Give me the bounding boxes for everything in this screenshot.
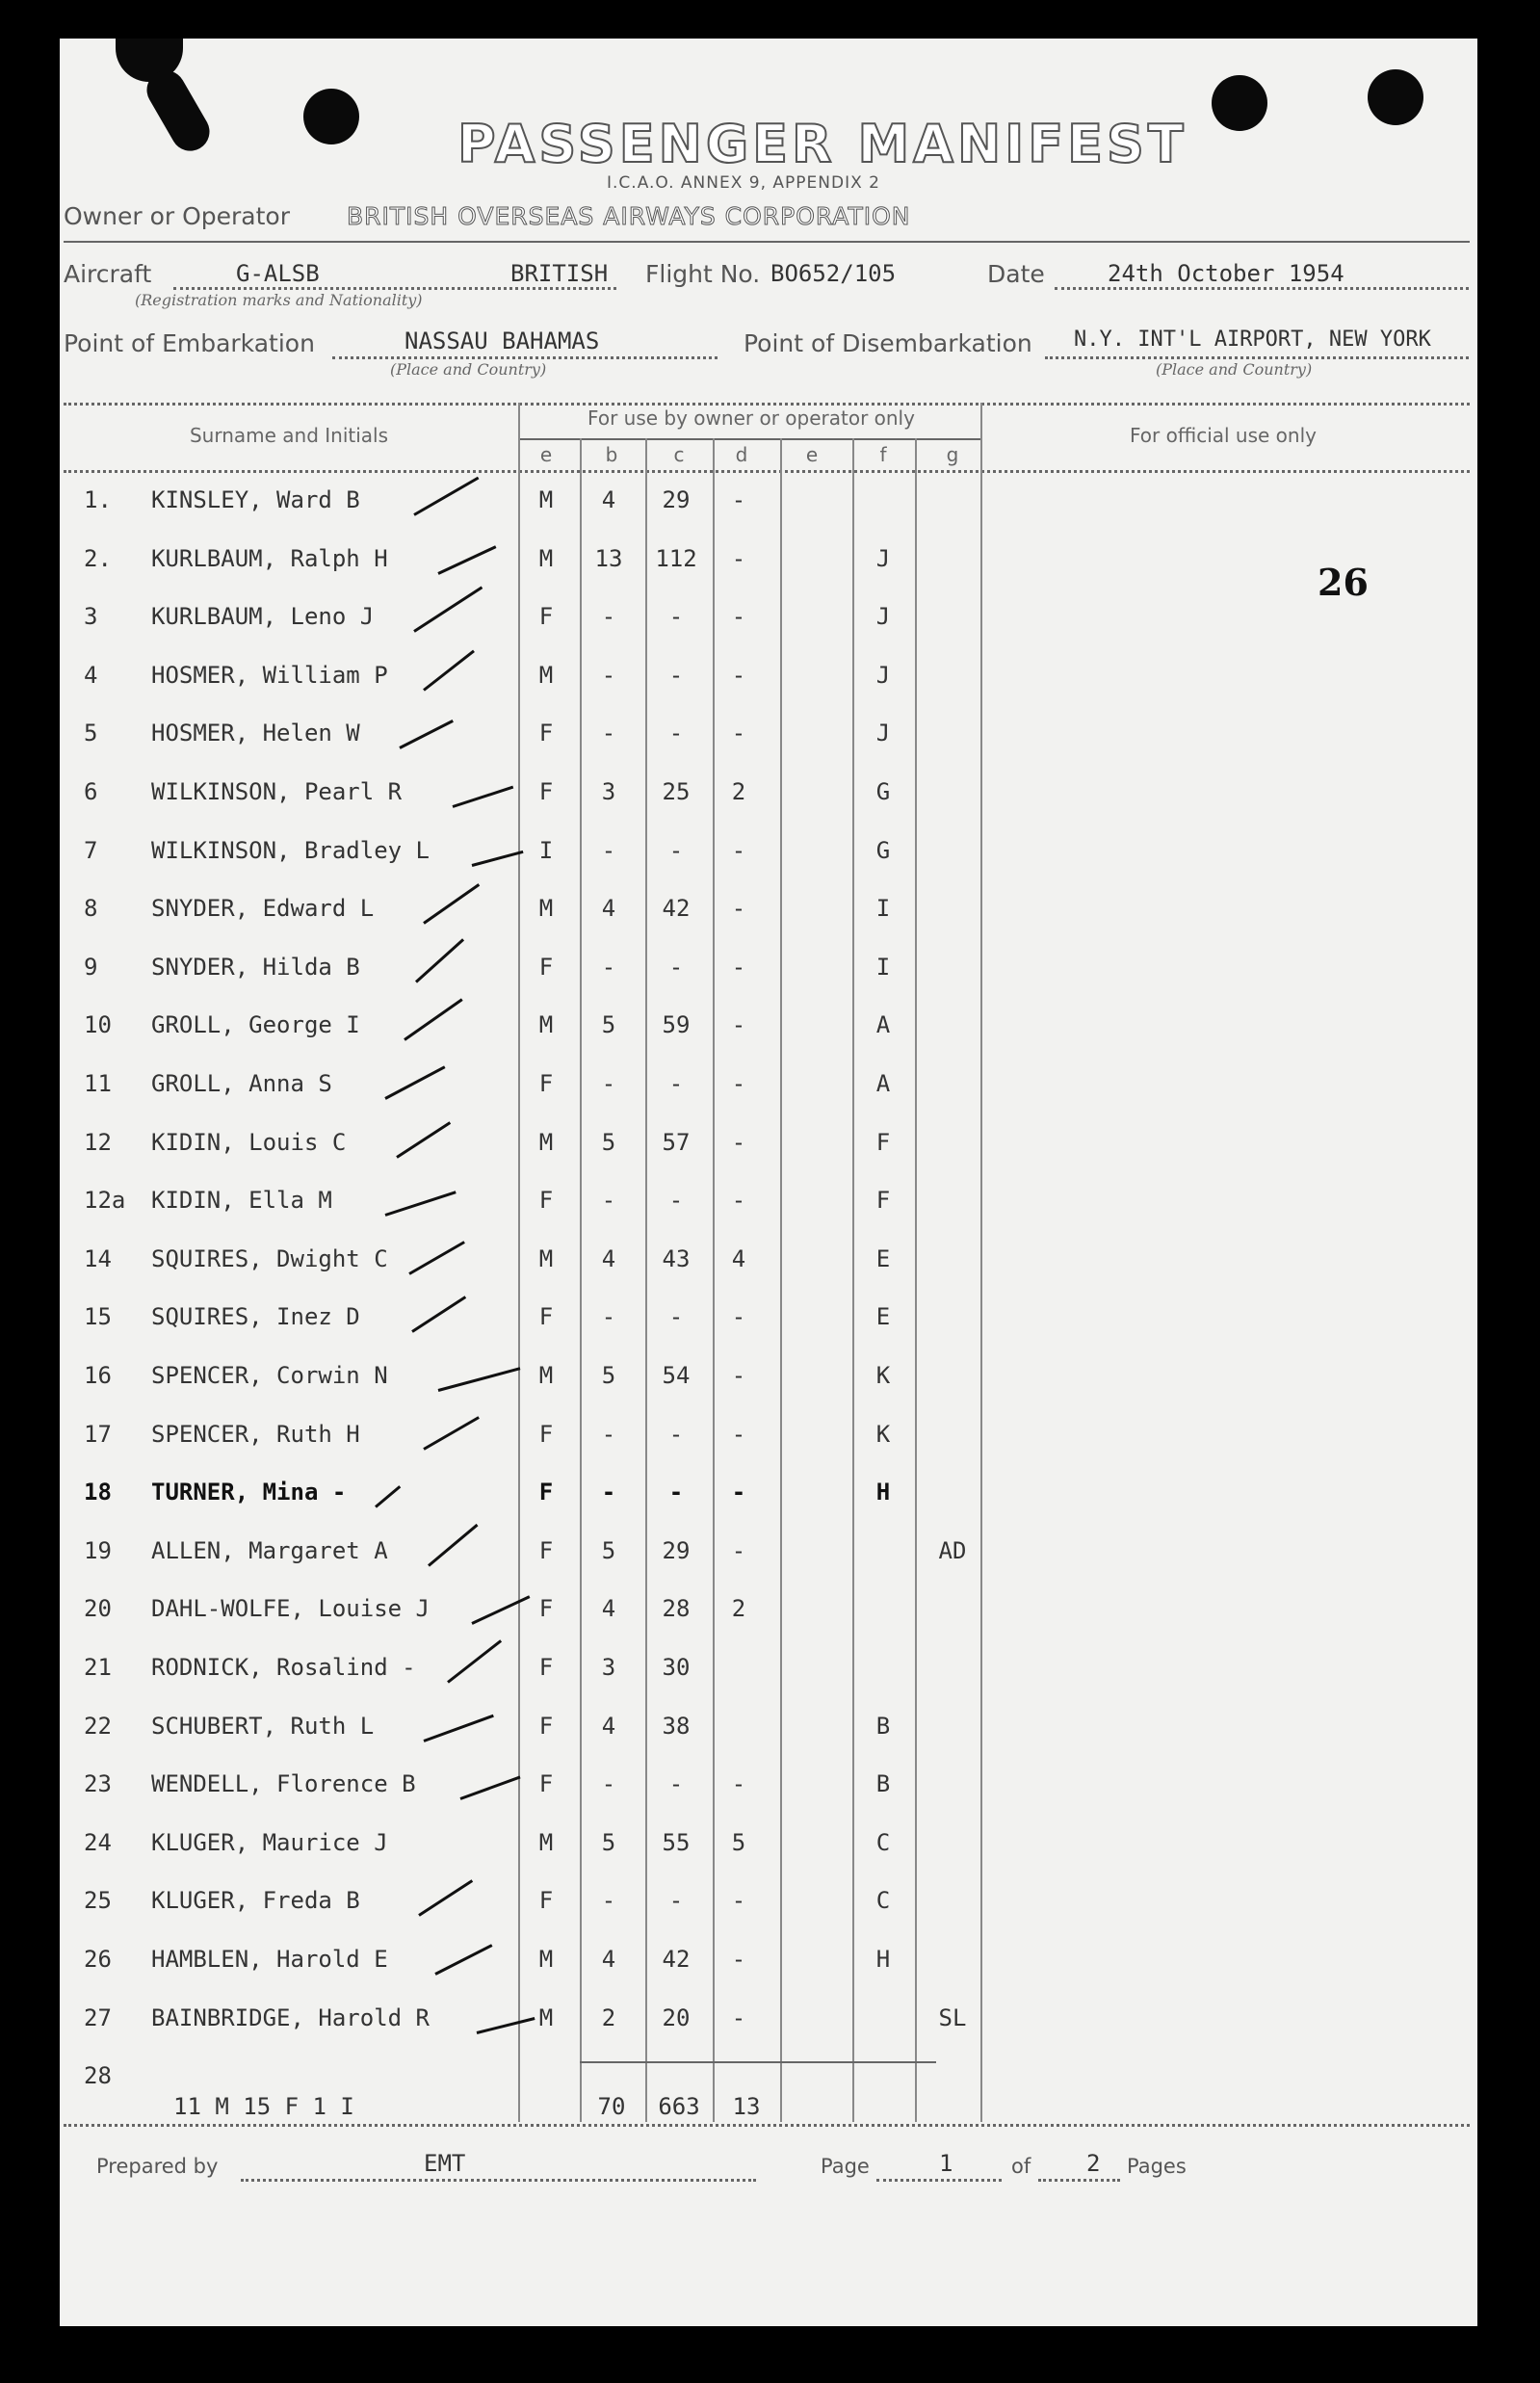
footer-rule bbox=[64, 2124, 1470, 2127]
col-b-cell: 4 bbox=[601, 486, 616, 513]
owner-value: BRITISH OVERSEAS AIRWAYS CORPORATION bbox=[347, 202, 911, 230]
table-row bbox=[60, 720, 1023, 768]
col-f-cell: H bbox=[875, 1946, 891, 1973]
row-number: 2. bbox=[84, 544, 112, 572]
col-c-cell: 43 bbox=[662, 1244, 691, 1272]
col-d-cell: - bbox=[731, 895, 746, 923]
col-c-cell: 29 bbox=[662, 486, 691, 513]
sex-cell: F bbox=[538, 1887, 554, 1915]
operator-header: For use by owner or operator only bbox=[587, 406, 915, 430]
passenger-name: KURLBAUM, Leno J bbox=[151, 603, 375, 631]
total-b: 70 bbox=[597, 2093, 626, 2120]
col-b-cell: 5 bbox=[601, 1362, 616, 1389]
col-b-cell: - bbox=[601, 720, 616, 747]
col-d-cell: - bbox=[731, 720, 746, 747]
col-b-cell: 5 bbox=[601, 1536, 616, 1564]
passenger-name: SNYDER, Hilda B bbox=[151, 953, 360, 981]
row-number: 12a bbox=[84, 1187, 126, 1215]
col-f-cell: J bbox=[875, 544, 891, 572]
col-f-cell: C bbox=[875, 1828, 891, 1856]
table-row bbox=[60, 1245, 1023, 1294]
col-f-cell: B bbox=[875, 1770, 891, 1798]
date-value: 24th October 1954 bbox=[1108, 260, 1344, 287]
date-underline bbox=[1055, 287, 1469, 290]
punch-hole-right-2 bbox=[1368, 69, 1423, 125]
col-d-cell: - bbox=[731, 544, 746, 572]
col-b-cell: 4 bbox=[601, 1595, 616, 1623]
col-f-cell: E bbox=[875, 1303, 891, 1331]
nationality-value: BRITISH bbox=[510, 260, 609, 287]
col-c-cell: - bbox=[668, 1070, 684, 1097]
col-d-cell: - bbox=[731, 1887, 746, 1915]
table-row bbox=[60, 1537, 1023, 1585]
page-underline bbox=[876, 2179, 1002, 2182]
col-f-cell: J bbox=[875, 720, 891, 747]
table-row bbox=[60, 1946, 1023, 1994]
prepared-value: EMT bbox=[424, 2150, 466, 2177]
col-f-cell: F bbox=[875, 1187, 891, 1215]
sex-cell: F bbox=[538, 1770, 554, 1798]
totals-summary: 11 M 15 F 1 I bbox=[173, 2093, 354, 2120]
col-d-cell: 2 bbox=[731, 1595, 746, 1623]
sex-cell: F bbox=[538, 953, 554, 981]
col-d-cell: - bbox=[731, 1303, 746, 1331]
col-b-cell: 3 bbox=[601, 1654, 616, 1681]
passenger-name: WENDELL, Florence B bbox=[151, 1770, 416, 1798]
col-f-header: f bbox=[879, 443, 887, 466]
row-number: 12 bbox=[84, 1128, 112, 1156]
row-number: 6 bbox=[84, 778, 98, 805]
col-c-cell: 57 bbox=[662, 1128, 691, 1156]
row-number: 1. bbox=[84, 486, 112, 513]
table-row bbox=[60, 1829, 1023, 1877]
col-d-cell: - bbox=[731, 603, 746, 631]
col-b-cell: - bbox=[601, 661, 616, 689]
col-d-cell: - bbox=[731, 836, 746, 864]
row-number: 4 bbox=[84, 661, 98, 689]
prepared-label: Prepared by bbox=[96, 2155, 219, 2178]
punch-hole-right-1 bbox=[1212, 75, 1267, 131]
col-f-cell: K bbox=[875, 1362, 891, 1389]
col-c-cell: - bbox=[668, 1420, 684, 1448]
table-row bbox=[60, 1421, 1023, 1469]
total-c: 663 bbox=[658, 2093, 700, 2120]
row-number: 27 bbox=[84, 2003, 112, 2031]
col-f-cell: J bbox=[875, 603, 891, 631]
passenger-name: SCHUBERT, Ruth L bbox=[151, 1712, 375, 1740]
col-d-cell: - bbox=[731, 1187, 746, 1215]
surname-header: Surname and Initials bbox=[189, 424, 389, 447]
table-row bbox=[60, 954, 1023, 1002]
passenger-name: KURLBAUM, Ralph H bbox=[151, 544, 388, 572]
col-b-cell: 5 bbox=[601, 1128, 616, 1156]
col-b-cell: - bbox=[601, 1420, 616, 1448]
table-row bbox=[60, 1303, 1023, 1351]
col-b-cell: 13 bbox=[594, 544, 623, 572]
table-row bbox=[60, 1070, 1023, 1118]
passenger-name: KINSLEY, Ward B bbox=[151, 486, 360, 513]
col-c-cell: - bbox=[668, 953, 684, 981]
col-f-cell: G bbox=[875, 778, 891, 805]
col-f-cell: K bbox=[875, 1420, 891, 1448]
table-top-rule bbox=[64, 403, 1470, 406]
col-g-cell: AD bbox=[938, 1536, 967, 1564]
sex-cell: M bbox=[538, 2003, 554, 2031]
pages-underline bbox=[1038, 2179, 1120, 2182]
row-number: 22 bbox=[84, 1712, 112, 1740]
sex-cell: F bbox=[538, 778, 554, 805]
sex-cell: I bbox=[538, 836, 554, 864]
col-c-cell: 112 bbox=[655, 544, 697, 572]
passenger-name: GROLL, George I bbox=[151, 1011, 360, 1039]
stamp-number: 26 bbox=[1318, 561, 1369, 604]
col-c-cell: - bbox=[668, 1770, 684, 1798]
table-row bbox=[60, 1187, 1023, 1235]
col-b-cell: 3 bbox=[601, 778, 616, 805]
col-d-cell: - bbox=[731, 1011, 746, 1039]
table-row bbox=[60, 545, 1023, 593]
col-b-cell: - bbox=[601, 1303, 616, 1331]
col-c-cell: 55 bbox=[662, 1828, 691, 1856]
passenger-name: SPENCER, Ruth H bbox=[151, 1420, 360, 1448]
col-c-cell: - bbox=[668, 661, 684, 689]
passenger-name: KLUGER, Maurice J bbox=[151, 1828, 388, 1856]
col-d-cell: - bbox=[731, 1362, 746, 1389]
row-number: 15 bbox=[84, 1303, 112, 1331]
row-number: 16 bbox=[84, 1362, 112, 1389]
table-row bbox=[60, 662, 1023, 710]
row-number: 25 bbox=[84, 1887, 112, 1915]
col-d-cell: - bbox=[731, 1128, 746, 1156]
passenger-name: WILKINSON, Bradley L bbox=[151, 836, 430, 864]
table-row bbox=[60, 1887, 1023, 1935]
col-b-cell: - bbox=[601, 1770, 616, 1798]
passenger-name: DAHL-WOLFE, Louise J bbox=[151, 1595, 430, 1623]
table-row bbox=[60, 1129, 1023, 1177]
col-c-cell: 59 bbox=[662, 1011, 691, 1039]
row-number: 8 bbox=[84, 895, 98, 923]
row-number: 18 bbox=[84, 1479, 112, 1506]
col-c-cell: - bbox=[668, 1887, 684, 1915]
row-number: 5 bbox=[84, 720, 98, 747]
operator-header-rule bbox=[518, 438, 980, 440]
sex-cell: M bbox=[538, 1011, 554, 1039]
passenger-name: GROLL, Anna S bbox=[151, 1070, 332, 1097]
sex-cell: M bbox=[538, 1828, 554, 1856]
col-b-cell: 4 bbox=[601, 895, 616, 923]
passenger-name: RODNICK, Rosalind - bbox=[151, 1654, 416, 1681]
row-number: 21 bbox=[84, 1654, 112, 1681]
sex-cell: F bbox=[538, 1070, 554, 1097]
official-header: For official use only bbox=[1130, 424, 1317, 447]
col-f-cell: I bbox=[875, 895, 891, 923]
table-row bbox=[60, 778, 1023, 826]
embarkation-underline bbox=[332, 356, 718, 359]
page-subtitle: I.C.A.O. ANNEX 9, APPENDIX 2 bbox=[607, 173, 880, 193]
passenger-name: ALLEN, Margaret A bbox=[151, 1536, 388, 1564]
col-f-cell: E bbox=[875, 1244, 891, 1272]
flight-value: BO652/105 bbox=[770, 260, 897, 287]
flight-label: Flight No. bbox=[645, 260, 761, 288]
table-row bbox=[60, 1770, 1023, 1819]
col-b-cell: - bbox=[601, 1887, 616, 1915]
sex-cell: M bbox=[538, 1244, 554, 1272]
col-c-cell: - bbox=[668, 836, 684, 864]
passenger-name: SNYDER, Edward L bbox=[151, 895, 375, 923]
disembarkation-label: Point of Disembarkation bbox=[744, 329, 1032, 357]
table-row bbox=[60, 2004, 1023, 2053]
row-number: 17 bbox=[84, 1420, 112, 1448]
sex-cell: M bbox=[538, 895, 554, 923]
col-f-cell: A bbox=[875, 1070, 891, 1097]
col-d-cell: - bbox=[731, 1946, 746, 1973]
sex-cell: F bbox=[538, 720, 554, 747]
row-number: 24 bbox=[84, 1828, 112, 1856]
table-row bbox=[60, 1011, 1023, 1060]
col-d-cell: - bbox=[731, 953, 746, 981]
pages-value: 2 bbox=[1086, 2150, 1101, 2177]
col-c-cell: 42 bbox=[662, 895, 691, 923]
sex-cell: F bbox=[538, 1712, 554, 1740]
aircraft-underline bbox=[173, 287, 616, 290]
col-b-cell: 4 bbox=[601, 1712, 616, 1740]
table-row bbox=[60, 1362, 1023, 1410]
col-d-cell: - bbox=[731, 486, 746, 513]
col-c-cell: - bbox=[668, 1479, 684, 1506]
col-d-cell: - bbox=[731, 2003, 746, 2031]
col-d-cell: - bbox=[731, 1770, 746, 1798]
date-label: Date bbox=[987, 260, 1045, 288]
col-d-cell: 4 bbox=[731, 1244, 746, 1272]
col-g-header: g bbox=[946, 443, 959, 466]
sex-cell: M bbox=[538, 486, 554, 513]
embarkation-value: NASSAU BAHAMAS bbox=[405, 327, 600, 354]
col-d-cell: - bbox=[731, 1479, 746, 1506]
row-number: 26 bbox=[84, 1946, 112, 1973]
col-f-cell: C bbox=[875, 1887, 891, 1915]
passenger-name: SPENCER, Corwin N bbox=[151, 1362, 388, 1389]
disembarkation-note: (Place and Country) bbox=[1156, 360, 1313, 379]
embarkation-label: Point of Embarkation bbox=[64, 329, 315, 357]
col-b-cell: 4 bbox=[601, 1244, 616, 1272]
total-d: 13 bbox=[732, 2093, 761, 2120]
passenger-name: SQUIRES, Dwight C bbox=[151, 1244, 388, 1272]
col-f-cell: F bbox=[875, 1128, 891, 1156]
page-value: 1 bbox=[939, 2150, 953, 2177]
col-b-cell: - bbox=[601, 1070, 616, 1097]
col-d-cell: - bbox=[731, 661, 746, 689]
table-row bbox=[60, 486, 1023, 535]
sex-cell: F bbox=[538, 603, 554, 631]
col-b-cell: 2 bbox=[601, 2003, 616, 2031]
header-bottom-rule bbox=[64, 470, 1470, 473]
row-number: 10 bbox=[84, 1011, 112, 1039]
sex-cell: F bbox=[538, 1536, 554, 1564]
sex-cell: F bbox=[538, 1595, 554, 1623]
passenger-name: BAINBRIDGE, Harold R bbox=[151, 2003, 430, 2031]
page-title: PASSENGER MANIFEST bbox=[457, 114, 1188, 174]
row-number: 20 bbox=[84, 1595, 112, 1623]
col-d-cell: - bbox=[731, 1070, 746, 1097]
col-b-cell: - bbox=[601, 836, 616, 864]
row-number: 23 bbox=[84, 1770, 112, 1798]
passenger-name: TURNER, Mina - bbox=[151, 1479, 347, 1506]
col-c-cell: 38 bbox=[662, 1712, 691, 1740]
col-c-cell: - bbox=[668, 1303, 684, 1331]
col-e-header: e bbox=[539, 443, 553, 466]
sex-cell: M bbox=[538, 661, 554, 689]
col-b-cell: - bbox=[601, 953, 616, 981]
col-d-cell: 5 bbox=[731, 1828, 746, 1856]
col-c-cell: 30 bbox=[662, 1654, 691, 1681]
passenger-name: KIDIN, Louis C bbox=[151, 1128, 347, 1156]
col-b-cell: 5 bbox=[601, 1828, 616, 1856]
col-b-cell: - bbox=[601, 603, 616, 631]
col-c-header: c bbox=[673, 443, 685, 466]
row-number: 19 bbox=[84, 1536, 112, 1564]
table-row bbox=[60, 1654, 1023, 1702]
registration-note: (Registration marks and Nationality) bbox=[135, 291, 423, 309]
table-row bbox=[60, 1595, 1023, 1643]
sex-cell: F bbox=[538, 1303, 554, 1331]
passenger-name: SQUIRES, Inez D bbox=[151, 1303, 360, 1331]
passenger-name: HOSMER, William P bbox=[151, 661, 388, 689]
row-number: 11 bbox=[84, 1070, 112, 1097]
table-row bbox=[60, 1713, 1023, 1761]
col-c-cell: - bbox=[668, 1187, 684, 1215]
col-f-cell: J bbox=[875, 661, 891, 689]
col-f-cell: B bbox=[875, 1712, 891, 1740]
of-label: of bbox=[1011, 2155, 1031, 2178]
col-b-cell: 5 bbox=[601, 1011, 616, 1039]
disembarkation-underline bbox=[1045, 356, 1469, 359]
table-row bbox=[60, 603, 1023, 651]
sex-cell: F bbox=[538, 1187, 554, 1215]
punch-hole-left bbox=[303, 89, 359, 144]
col-b-cell: - bbox=[601, 1479, 616, 1506]
row-number: 7 bbox=[84, 836, 98, 864]
col-f-cell: I bbox=[875, 953, 891, 981]
col-f-cell: A bbox=[875, 1011, 891, 1039]
table-row bbox=[60, 895, 1023, 943]
col-c-cell: 29 bbox=[662, 1536, 691, 1564]
sex-cell: M bbox=[538, 544, 554, 572]
col-b-cell: 4 bbox=[601, 1946, 616, 1973]
row-number: 28 bbox=[84, 2062, 112, 2090]
col-d-cell: - bbox=[731, 1420, 746, 1448]
sex-cell: F bbox=[538, 1479, 554, 1506]
col-c-cell: 42 bbox=[662, 1946, 691, 1973]
aircraft-value: G-ALSB bbox=[236, 260, 320, 287]
col-b-cell: - bbox=[601, 1187, 616, 1215]
col-d-cell: 2 bbox=[731, 778, 746, 805]
sex-cell: M bbox=[538, 1362, 554, 1389]
row-number: 9 bbox=[84, 953, 98, 981]
sex-cell: F bbox=[538, 1654, 554, 1681]
owner-label: Owner or Operator bbox=[64, 202, 290, 230]
page-label: Page bbox=[821, 2155, 870, 2178]
col-d-cell: - bbox=[731, 1536, 746, 1564]
passenger-name: HOSMER, Helen W bbox=[151, 720, 360, 747]
row-number: 14 bbox=[84, 1244, 112, 1272]
col-c-cell: 20 bbox=[662, 2003, 691, 2031]
col-f-cell: H bbox=[875, 1479, 891, 1506]
col-d-header: d bbox=[735, 443, 748, 466]
col-g-cell: SL bbox=[938, 2003, 967, 2031]
col-b-header: b bbox=[605, 443, 618, 466]
aircraft-label: Aircraft bbox=[64, 260, 152, 288]
col-e2-header: e bbox=[805, 443, 819, 466]
col-c-cell: - bbox=[668, 720, 684, 747]
pages-label: Pages bbox=[1127, 2155, 1187, 2178]
table-row bbox=[60, 1479, 1023, 1527]
sex-cell: M bbox=[538, 1128, 554, 1156]
passenger-name: KLUGER, Freda B bbox=[151, 1887, 360, 1915]
col-c-cell: 28 bbox=[662, 1595, 691, 1623]
prepared-underline bbox=[241, 2179, 756, 2182]
col-c-cell: 54 bbox=[662, 1362, 691, 1389]
col-c-cell: - bbox=[668, 603, 684, 631]
row-number: 3 bbox=[84, 603, 98, 631]
passenger-name: WILKINSON, Pearl R bbox=[151, 778, 403, 805]
table-row bbox=[60, 837, 1023, 885]
disembarkation-value: N.Y. INT'L AIRPORT, NEW YORK bbox=[1074, 327, 1431, 352]
passenger-name: KIDIN, Ella M bbox=[151, 1187, 332, 1215]
passenger-name: HAMBLEN, Harold E bbox=[151, 1946, 388, 1973]
embarkation-note: (Place and Country) bbox=[390, 360, 547, 379]
sex-cell: M bbox=[538, 1946, 554, 1973]
col-f-cell: G bbox=[875, 836, 891, 864]
col-c-cell: 25 bbox=[662, 778, 691, 805]
header-divider-1 bbox=[64, 241, 1470, 243]
sex-cell: F bbox=[538, 1420, 554, 1448]
